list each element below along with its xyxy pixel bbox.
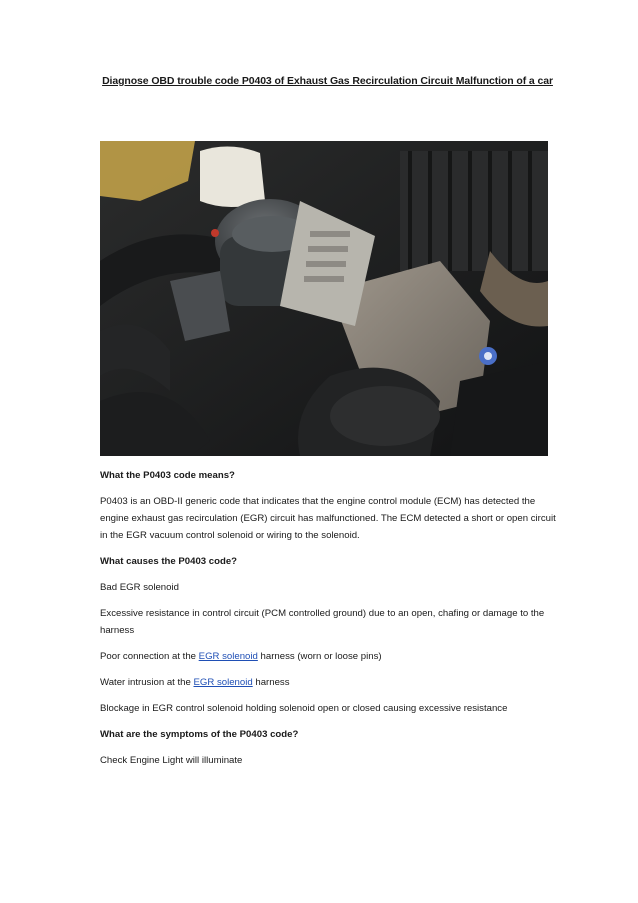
- cause-excessive-resistance: Excessive resistance in control circuit (PCM controlled ground) due to an open, chafing or damage to the harness: [100, 608, 545, 636]
- document-title: Diagnose OBD trouble code P0403 of Exhaust Gas Recirculation Circuit Malfunction of a car: [102, 75, 553, 87]
- cause-water-intrusion: [100, 674, 560, 691]
- article-body: [100, 467, 560, 778]
- cause-bad-solenoid: Bad EGR solenoid: [100, 582, 179, 593]
- heading-causes: What causes the P0403 code?: [100, 556, 238, 567]
- egr-solenoid-link[interactable]: EGR solenoid: [198, 651, 258, 662]
- cause-poor-connection-text: Poor connection at the: [100, 651, 199, 662]
- cause-water-intrusion-text: Water intrusion at the: [100, 677, 194, 688]
- paragraph-code-meaning: P0403 is an OBD-II generic code that indicates that the engine control module (ECM) has detected the engine exhaust gas recirculation (EGR) circuit has malfunctioned. The ECM detected a short or open circuit in the EGR vacuum control solenoid or wiring to the solenoid.: [100, 496, 556, 541]
- egr-solenoid-photo: [100, 141, 548, 456]
- egr-solenoid-link[interactable]: EGR solenoid: [193, 677, 253, 688]
- cause-poor-connection-tail: harness (worn or loose pins): [257, 651, 382, 662]
- cause-water-intrusion-tail: harness: [252, 677, 290, 688]
- cause-blockage: Blockage in EGR control solenoid holding solenoid open or closed causing excessive resistance: [100, 703, 508, 714]
- heading-code-meaning: What the P0403 code means?: [100, 470, 235, 481]
- heading-symptoms: What are the symptoms of the P0403 code?: [100, 729, 299, 740]
- symptom-check-engine-light: Check Engine Light will illuminate: [100, 755, 243, 766]
- cause-poor-connection: [100, 648, 560, 665]
